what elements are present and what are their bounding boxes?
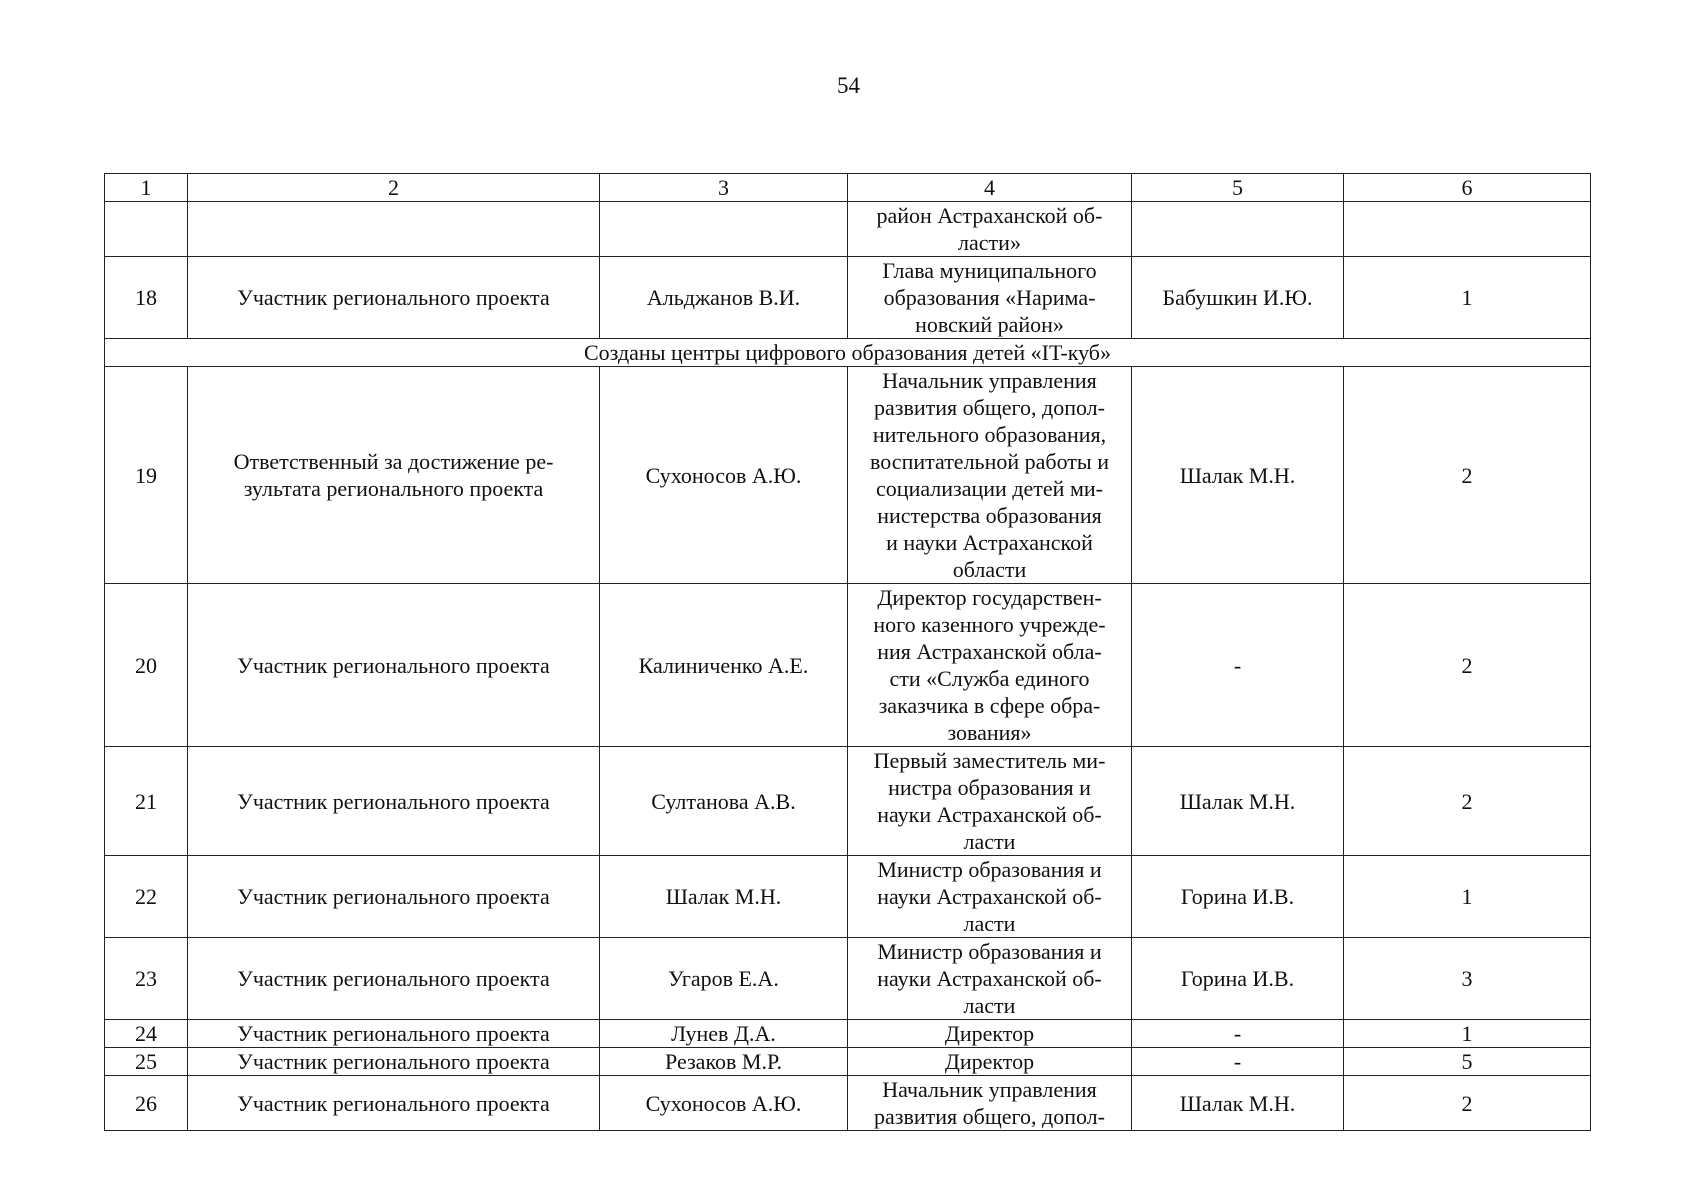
role-cell — [188, 202, 600, 257]
column-number-cell: 4 — [848, 174, 1132, 202]
share-cell: 1 — [1344, 1020, 1591, 1048]
row-number-cell: 24 — [105, 1020, 188, 1048]
person-cell: Угаров Е.А. — [600, 938, 848, 1020]
role-cell: Ответственный за достижение ре- зультата регионального проекта — [188, 367, 600, 584]
table-row — [105, 747, 1591, 856]
person-cell: Резаков М.Р. — [600, 1048, 848, 1076]
row-number-cell: 20 — [105, 584, 188, 747]
table-row — [105, 257, 1591, 339]
share-cell: 2 — [1344, 367, 1591, 584]
row-number-cell: 18 — [105, 257, 188, 339]
supervisor-cell: Бабушкин И.Ю. — [1132, 257, 1344, 339]
table-row — [105, 938, 1591, 1020]
share-cell: 2 — [1344, 584, 1591, 747]
section-title: Созданы центры цифрового образования детей «IT-куб» — [105, 339, 1591, 367]
position-cell: Министр образования и науки Астраханской об- ласти — [848, 856, 1132, 938]
table-row — [105, 856, 1591, 938]
share-cell: 5 — [1344, 1048, 1591, 1076]
role-cell: Участник регионального проекта — [188, 584, 600, 747]
role-cell: Участник регионального проекта — [188, 856, 600, 938]
position-cell: Начальник управления развития общего, допол- нительного образования, воспитательной работы и социализации детей ми- нистерства образования и науки Астраханской области — [848, 367, 1132, 584]
section-row — [105, 339, 1591, 367]
table-row — [105, 1048, 1591, 1076]
position-cell: Начальник управления развития общего, допол- — [848, 1076, 1132, 1131]
row-number-cell: 25 — [105, 1048, 188, 1076]
position-cell: район Астраханской об- ласти» — [848, 202, 1132, 257]
supervisor-cell: - — [1132, 1020, 1344, 1048]
share-cell — [1344, 202, 1591, 257]
person-cell: Калиниченко А.Е. — [600, 584, 848, 747]
person-cell: Сухоносов А.Ю. — [600, 1076, 848, 1131]
page-number: 54 — [837, 73, 860, 98]
share-cell: 1 — [1344, 856, 1591, 938]
position-cell: Министр образования и науки Астраханской об- ласти — [848, 938, 1132, 1020]
position-cell: Глава муниципального образования «Нарима- новский район» — [848, 257, 1132, 339]
table-row — [105, 1076, 1591, 1131]
person-cell: Лунев Д.А. — [600, 1020, 848, 1048]
share-cell: 3 — [1344, 938, 1591, 1020]
column-number-cell: 5 — [1132, 174, 1344, 202]
column-number-cell: 3 — [600, 174, 848, 202]
role-cell: Участник регионального проекта — [188, 1048, 600, 1076]
column-number-cell: 6 — [1344, 174, 1591, 202]
role-cell: Участник регионального проекта — [188, 257, 600, 339]
table-row — [105, 202, 1591, 257]
supervisor-cell: Шалак М.Н. — [1132, 367, 1344, 584]
share-cell: 2 — [1344, 747, 1591, 856]
column-number-cell: 2 — [188, 174, 600, 202]
person-cell: Альджанов В.И. — [600, 257, 848, 339]
table-row — [105, 584, 1591, 747]
supervisor-cell: - — [1132, 584, 1344, 747]
supervisor-cell: Шалак М.Н. — [1132, 747, 1344, 856]
row-number-cell — [105, 202, 188, 257]
row-number-cell: 26 — [105, 1076, 188, 1131]
supervisor-cell: Горина И.В. — [1132, 856, 1344, 938]
row-number-cell: 23 — [105, 938, 188, 1020]
table-row — [105, 1020, 1591, 1048]
person-cell — [600, 202, 848, 257]
position-cell: Директор государствен- ного казенного учрежде- ния Астраханской обла- сти «Служба единого заказчика в сфере обра- зования» — [848, 584, 1132, 747]
participants-table — [104, 173, 1591, 1131]
table-row — [105, 367, 1591, 584]
row-number-cell: 21 — [105, 747, 188, 856]
position-cell: Первый заместитель ми- нистра образования и науки Астраханской об- ласти — [848, 747, 1132, 856]
share-cell: 1 — [1344, 257, 1591, 339]
position-cell: Директор — [848, 1020, 1132, 1048]
role-cell: Участник регионального проекта — [188, 1020, 600, 1048]
supervisor-cell: Шалак М.Н. — [1132, 1076, 1344, 1131]
person-cell: Сухоносов А.Ю. — [600, 367, 848, 584]
person-cell: Султанова А.В. — [600, 747, 848, 856]
role-cell: Участник регионального проекта — [188, 1076, 600, 1131]
supervisor-cell: Горина И.В. — [1132, 938, 1344, 1020]
supervisor-cell — [1132, 202, 1344, 257]
share-cell: 2 — [1344, 1076, 1591, 1131]
role-cell: Участник регионального проекта — [188, 747, 600, 856]
row-number-cell: 22 — [105, 856, 188, 938]
column-number-cell: 1 — [105, 174, 188, 202]
row-number-cell: 19 — [105, 367, 188, 584]
column-number-row — [105, 174, 1591, 202]
position-cell: Директор — [848, 1048, 1132, 1076]
person-cell: Шалак М.Н. — [600, 856, 848, 938]
role-cell: Участник регионального проекта — [188, 938, 600, 1020]
supervisor-cell: - — [1132, 1048, 1344, 1076]
